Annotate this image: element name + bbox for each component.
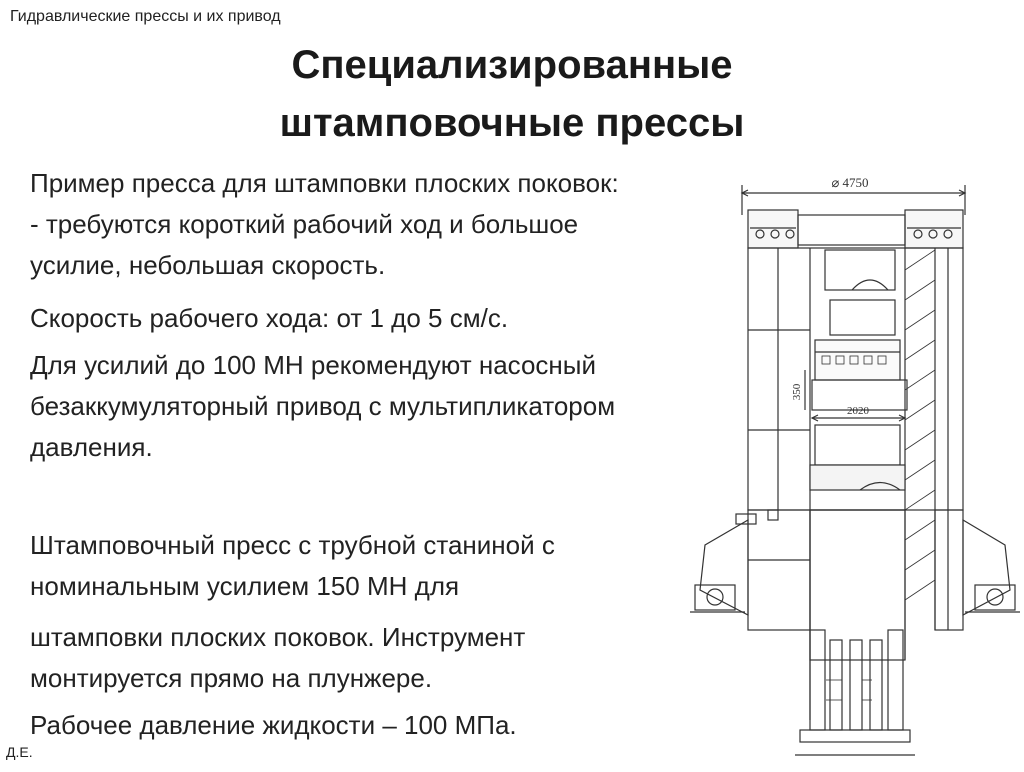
author-initials: Д.Е. <box>6 744 33 760</box>
page-title <box>0 36 1024 152</box>
paragraph-5 <box>30 617 770 699</box>
paragraph-2 <box>30 298 770 339</box>
p5-line-1: штамповки плоских поковок. Инструмент <box>30 622 526 652</box>
p3-line-3: давления. <box>30 432 153 462</box>
p1-line-1: Пример пресса для штамповки плоских поковок: <box>30 168 619 198</box>
p2-line-1: Скорость рабочего хода: от 1 до 5 см/с. <box>30 303 509 333</box>
p4-line-2: номинальным усилием 150 МН для <box>30 571 460 601</box>
p6-line-1: Рабочее давление жидкости – 100 МПа. <box>30 710 517 740</box>
p3-line-1: Для усилий до 100 МН рекомендуют насосный <box>30 350 596 380</box>
p1-line-3: усилие, небольшая скорость. <box>30 250 386 280</box>
title-line-1: Специализированные <box>291 43 733 87</box>
paragraph-6 <box>30 705 770 746</box>
dimension-width-label: 2020 <box>847 405 869 417</box>
p1-line-2: - требуются короткий рабочий ход и большое <box>30 209 579 239</box>
paragraph-1 <box>30 163 770 286</box>
p5-line-2: монтируется прямо на плунжере. <box>30 663 433 693</box>
title-line-2: штамповочные прессы <box>279 101 745 145</box>
p3-line-2: безаккумуляторный привод с мультипликатором <box>30 391 616 421</box>
p4-line-1: Штамповочный пресс с трубной станиной с <box>30 530 555 560</box>
header-note: Гидравлические прессы и их привод <box>10 8 281 25</box>
paragraph-3 <box>30 345 770 468</box>
paragraph-4 <box>30 525 770 607</box>
dimension-diameter-label: ⌀ 4750 <box>831 175 869 190</box>
dimension-height-label: 350 <box>791 383 803 401</box>
